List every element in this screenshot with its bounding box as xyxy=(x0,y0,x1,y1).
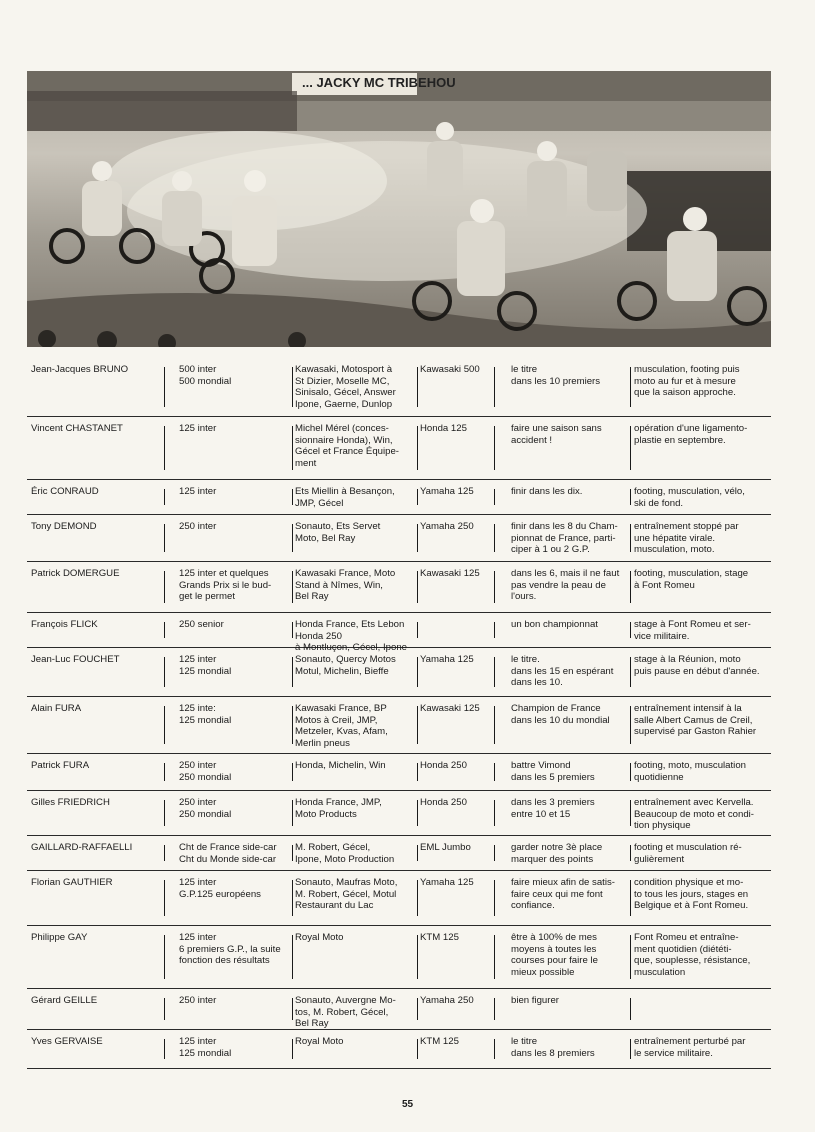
table-row xyxy=(27,480,771,515)
rider-sponsors: Royal Moto xyxy=(295,932,344,943)
rider-sponsors: Sonauto, Maufras Moto, M. Robert, Gécel, Motul Restaurant du Lac xyxy=(295,877,398,912)
rider-preparation: condition physique et mo- to tous les jours, stages en Belgique et à Font Romeu. xyxy=(634,877,749,912)
rider-moto: Kawasaki 125 xyxy=(420,568,480,579)
column-divider xyxy=(417,426,418,470)
rider-category: 250 inter 250 mondial xyxy=(179,797,232,820)
column-divider xyxy=(164,845,165,861)
column-divider xyxy=(417,763,418,781)
rider-name: Alain FURA xyxy=(31,703,82,714)
rider-category: Cht de France side-car Cht du Monde side-car xyxy=(179,842,277,865)
column-divider xyxy=(164,622,165,638)
column-divider xyxy=(417,657,418,687)
rider-preparation: musculation, footing puis moto au fur et à mesure que la saison approche. xyxy=(634,364,740,399)
column-divider xyxy=(292,657,293,687)
column-divider xyxy=(292,706,293,744)
table-row xyxy=(27,613,771,654)
rider-name: Vincent CHASTANET xyxy=(31,423,123,434)
column-divider xyxy=(292,935,293,979)
column-divider xyxy=(164,367,165,407)
rider-name: Jean-Jacques BRUNO xyxy=(31,364,129,375)
column-divider xyxy=(630,367,631,407)
column-divider xyxy=(164,426,165,470)
motocross-photo xyxy=(27,71,771,347)
column-divider xyxy=(164,880,165,916)
rider-name: Philippe GAY xyxy=(31,932,88,943)
column-divider xyxy=(494,706,495,744)
column-divider xyxy=(630,998,631,1020)
column-divider xyxy=(164,800,165,826)
rider-name: Patrick FURA xyxy=(31,760,90,771)
rider-sponsors: M. Robert, Gécel, Ipone, Moto Production xyxy=(295,842,395,865)
column-divider xyxy=(494,622,495,638)
column-divider xyxy=(164,998,165,1020)
column-divider xyxy=(164,935,165,979)
table-row xyxy=(27,926,771,989)
column-divider xyxy=(630,763,631,781)
rider-sponsors: Michel Mérel (conces- sionnaire Honda), Win, Gécel et France Équipe- ment xyxy=(295,423,399,469)
column-divider xyxy=(292,845,293,861)
rider-preparation: footing, musculation, vélo, ski de fond. xyxy=(634,486,745,509)
column-divider xyxy=(494,367,495,407)
rider-preparation: footing et musculation ré- gulièrement xyxy=(634,842,742,865)
column-divider xyxy=(494,763,495,781)
column-divider xyxy=(292,571,293,603)
column-divider xyxy=(164,706,165,744)
rider-category: 125 inter xyxy=(179,423,217,434)
rider-preparation: opération d'une ligamento- plastie en septembre. xyxy=(634,423,748,446)
column-divider xyxy=(494,1039,495,1059)
column-divider xyxy=(630,880,631,916)
column-divider xyxy=(417,845,418,861)
rider-sponsors: Ets Miellin à Besançon, JMP, Gécel xyxy=(295,486,395,509)
rider-name: Gérard GEILLE xyxy=(31,995,98,1006)
table-row xyxy=(27,1030,771,1069)
rider-objective: finir dans les dix. xyxy=(511,486,583,497)
column-divider xyxy=(417,998,418,1020)
column-divider xyxy=(417,524,418,552)
rider-preparation: Font Romeu et entraîne- ment quotidien (diététi- que, souplesse, résistance, musculation xyxy=(634,932,751,978)
column-divider xyxy=(630,657,631,687)
rider-moto: Yamaha 125 xyxy=(420,877,474,888)
column-divider xyxy=(417,489,418,505)
column-divider xyxy=(494,845,495,861)
column-divider xyxy=(417,935,418,979)
column-divider xyxy=(292,622,293,638)
column-divider xyxy=(292,489,293,505)
rider-moto: Kawasaki 500 xyxy=(420,364,480,375)
column-divider xyxy=(494,524,495,552)
rider-sponsors: Sonauto, Auvergne Mo- tos, M. Robert, Gécel, Bel Ray xyxy=(295,995,396,1030)
table-row xyxy=(27,836,771,871)
column-divider xyxy=(630,935,631,979)
photo-illustration xyxy=(27,71,771,347)
rider-moto: Yamaha 250 xyxy=(420,521,474,532)
rider-category: 500 inter 500 mondial xyxy=(179,364,232,387)
column-divider xyxy=(164,524,165,552)
table-row xyxy=(27,791,771,836)
column-divider xyxy=(164,571,165,603)
rider-name: Yves GERVAISE xyxy=(31,1036,103,1047)
rider-objective: dans les 3 premiers entre 10 et 15 xyxy=(511,797,595,820)
rider-category: 250 senior xyxy=(179,619,224,630)
column-divider xyxy=(292,763,293,781)
rider-preparation: footing, musculation, stage à Font Romeu xyxy=(634,568,749,591)
rider-moto: Honda 125 xyxy=(420,423,467,434)
column-divider xyxy=(417,800,418,826)
rider-sponsors: Sonauto, Quercy Motos Motul, Michelin, Bieffe xyxy=(295,654,396,677)
rider-moto: EML Jumbo xyxy=(420,842,471,853)
rider-sponsors: Kawasaki, Motosport à St Dizier, Moselle MC, Sinisalo, Gécel, Answer Ipone, Gaerne, Dunlop xyxy=(295,364,396,410)
rider-sponsors: Sonauto, Ets Servet Moto, Bel Ray xyxy=(295,521,381,544)
rider-sponsors: Honda France, JMP, Moto Products xyxy=(295,797,382,820)
rider-moto: KTM 125 xyxy=(420,1036,459,1047)
rider-moto: Yamaha 250 xyxy=(420,995,474,1006)
column-divider xyxy=(630,571,631,603)
rider-objective: Champion de France dans les 10 du mondial xyxy=(511,703,610,726)
rider-category: 250 inter 250 mondial xyxy=(179,760,232,783)
column-divider xyxy=(494,880,495,916)
table-row xyxy=(27,417,771,480)
column-divider xyxy=(630,706,631,744)
column-divider xyxy=(417,706,418,744)
rider-category: 125 inter xyxy=(179,486,217,497)
rider-table xyxy=(27,358,771,1069)
column-divider xyxy=(292,1039,293,1059)
table-row xyxy=(27,358,771,417)
rider-objective: battre Vimond dans les 5 premiers xyxy=(511,760,595,783)
rider-name: Tony DEMOND xyxy=(31,521,97,532)
rider-objective: le titre dans les 10 premiers xyxy=(511,364,601,387)
rider-name: Gilles FRIEDRICH xyxy=(31,797,110,808)
rider-objective: le titre. dans les 15 en espérant dans les 10. xyxy=(511,654,614,689)
column-divider xyxy=(417,880,418,916)
column-divider xyxy=(292,524,293,552)
rider-name: Éric CONRAUD xyxy=(31,486,99,497)
rider-sponsors: Kawasaki France, BP Motos à Creil, JMP, Metzeler, Kvas, Afam, Merlin pneus xyxy=(295,703,388,749)
column-divider xyxy=(292,998,293,1020)
rider-objective: bien figurer xyxy=(511,995,559,1006)
column-divider xyxy=(417,622,418,638)
column-divider xyxy=(417,1039,418,1059)
table-row xyxy=(27,648,771,697)
rider-preparation: entraînement intensif à la salle Albert Camus de Creil, supervisé par Gaston Rahier xyxy=(634,703,757,738)
column-divider xyxy=(630,845,631,861)
rider-moto: Yamaha 125 xyxy=(420,486,474,497)
column-divider xyxy=(494,571,495,603)
column-divider xyxy=(292,367,293,407)
rider-category: 125 inte: 125 mondial xyxy=(179,703,232,726)
table-row xyxy=(27,515,771,562)
column-divider xyxy=(417,367,418,407)
column-divider xyxy=(292,880,293,916)
column-divider xyxy=(494,998,495,1020)
rider-preparation: entraînement stoppé par une hépatite virale. musculation, moto. xyxy=(634,521,739,556)
column-divider xyxy=(494,426,495,470)
banner-text: ... JACKY MC TRIBEHOU xyxy=(302,75,456,90)
column-divider xyxy=(630,1039,631,1059)
rider-name: Patrick DOMERGUE xyxy=(31,568,120,579)
table-row xyxy=(27,754,771,791)
rider-name: Florian GAUTHIER xyxy=(31,877,113,888)
rider-objective: garder notre 3è place marquer des points xyxy=(511,842,603,865)
column-divider xyxy=(630,524,631,552)
column-divider xyxy=(630,489,631,505)
rider-preparation: stage à la Réunion, moto puis pause en début d'année. xyxy=(634,654,760,677)
column-divider xyxy=(417,571,418,603)
rider-category: 125 inter G.P.125 européens xyxy=(179,877,261,900)
rider-sponsors: Honda, Michelin, Win xyxy=(295,760,386,771)
column-divider xyxy=(630,622,631,638)
rider-category: 250 inter xyxy=(179,521,217,532)
column-divider xyxy=(494,800,495,826)
rider-name: GAILLARD-RAFFAELLI xyxy=(31,842,133,853)
rider-name: François FLICK xyxy=(31,619,98,630)
rider-objective: être à 100% de mes moyens à toutes les courses pour faire le mieux possible xyxy=(511,932,598,978)
table-row xyxy=(27,697,771,754)
rider-preparation: footing, moto, musculation quotidienne xyxy=(634,760,746,783)
rider-moto: Honda 250 xyxy=(420,797,467,808)
rider-objective: finir dans les 8 du Cham- pionnat de France, parti- ciper à 1 ou 2 G.P. xyxy=(511,521,618,556)
page-number: 55 xyxy=(401,1099,414,1110)
rider-objective: faire une saison sans accident ! xyxy=(511,423,602,446)
column-divider xyxy=(164,763,165,781)
rider-objective: le titre dans les 8 premiers xyxy=(511,1036,595,1059)
table-row xyxy=(27,562,771,613)
rider-sponsors: Honda France, Ets Lebon Honda 250 à Montluçon, Gécel, Ipone xyxy=(295,619,407,654)
rider-objective: un bon championnat xyxy=(511,619,598,630)
rider-category: 125 inter 125 mondial xyxy=(179,654,232,677)
column-divider xyxy=(630,426,631,470)
column-divider xyxy=(494,935,495,979)
rider-preparation: stage à Font Romeu et ser- vice militaire. xyxy=(634,619,751,642)
rider-name: Jean-Luc FOUCHET xyxy=(31,654,120,665)
rider-preparation: entraînement avec Kervella. Beaucoup de moto et condi- tion physique xyxy=(634,797,755,832)
rider-sponsors: Royal Moto xyxy=(295,1036,344,1047)
column-divider xyxy=(494,657,495,687)
rider-moto: Kawasaki 125 xyxy=(420,703,480,714)
column-divider xyxy=(164,489,165,505)
rider-category: 125 inter 125 mondial xyxy=(179,1036,232,1059)
table-row xyxy=(27,989,771,1030)
rider-moto: Yamaha 125 xyxy=(420,654,474,665)
rider-moto: KTM 125 xyxy=(420,932,459,943)
column-divider xyxy=(292,426,293,470)
column-divider xyxy=(164,1039,165,1059)
rider-objective: dans les 6, mais il ne faut pas vendre la peau de l'ours. xyxy=(511,568,620,603)
rider-moto: Honda 250 xyxy=(420,760,467,771)
rider-category: 125 inter et quelques Grands Prix si le bud- get le permet xyxy=(179,568,272,603)
rider-category: 125 inter 6 premiers G.P., la suite fonction des résultats xyxy=(179,932,281,967)
column-divider xyxy=(164,657,165,687)
column-divider xyxy=(630,800,631,826)
column-divider xyxy=(494,489,495,505)
rider-category: 250 inter xyxy=(179,995,217,1006)
table-row xyxy=(27,871,771,926)
rider-sponsors: Kawasaki France, Moto Stand à Nîmes, Win, Bel Ray xyxy=(295,568,396,603)
rider-objective: faire mieux afin de satis- faire ceux qui me font confiance. xyxy=(511,877,615,912)
rider-preparation: entraînement perturbé par le service militaire. xyxy=(634,1036,746,1059)
column-divider xyxy=(292,800,293,826)
